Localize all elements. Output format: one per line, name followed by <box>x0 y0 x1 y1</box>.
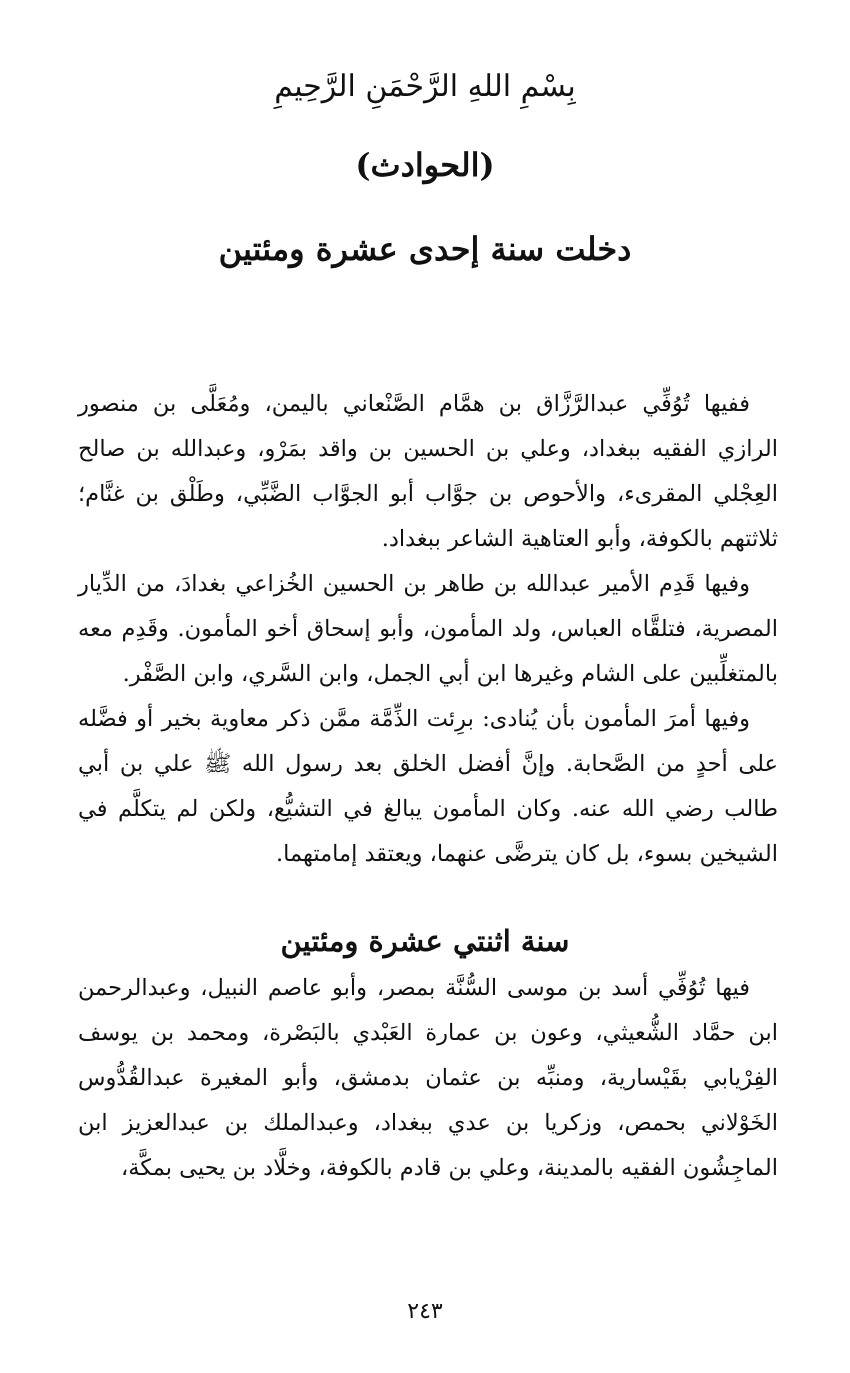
paragraph-mamun-decree: وفيها أمرَ المأمون بأن يُنادى: برِئت الذِّمَّة ممَّن ذكر معاوية بخير أو فضَّله على أحدٍ من الصَّحابة. وإنَّ أفضل الخلق بعد رسول الله ﷺ علي بن أبي طالب رضي الله عنه. وكان المأمون يبالغ في التشيُّع، ولكن لم يتكلَّم في الشيخين بسوء، بل كان يترضَّى عنهما، ويعتقد إمامتهما. <box>78 706 778 867</box>
section-title: (الحوادث) <box>355 146 495 184</box>
page-number: ٢٤٣ <box>407 1299 443 1324</box>
year-211-body <box>78 382 778 877</box>
paragraph-deaths-211: ففيها تُوُفِّي عبدالرَّزَّاق بن همَّام الصَّنْعاني باليمن، ومُعَلَّى بن منصور الرازي الفقيه ببغداد، وعلي بن الحسين بن واقد بمَرْو، وعبدالله بن صالح العِجْلي المقرىء، والأحوص بن جوَّاب أبو الجوَّاب الضَّبِّي، وطَلْق بن غنَّام؛ ثلاثتهم بالكوفة، وأبو العتاهية الشاعر ببغداد. <box>78 391 778 552</box>
year-heading-211: دخلت سنة إحدى عشرة ومئتين <box>218 230 632 268</box>
paragraph-deaths-212: فيها تُوُفِّي أسد بن موسى السُّنَّة بمصر، وأبو عاصم النبيل، وعبدالرحمن ابن حمَّاد الشُّعيثي، وعون بن عمارة العَبْدي بالبَصْرة، ومحمد بن يوسف الفِرْيابي بقَيْسارية، ومنبِّه بن عثمان بدمشق، وأبو المغيرة عبدالقُدُّوس الخَوْلاني بحمص، وزكريا بن عدي ببغداد، وعبدالملك بن عبدالعزيز ابن الماجِشُون الفقيه بالمدينة، وعلي بن قادم بالكوفة، وخلَّاد بن يحيى بمكَّة، <box>78 975 778 1181</box>
basmala-heading: بِسْمِ اللهِ الرَّحْمَنِ الرَّحِيمِ <box>274 69 576 104</box>
year-212-body <box>78 966 778 1191</box>
year-heading-212: سنة اثنتي عشرة ومئتين <box>280 924 570 958</box>
paragraph-arrival-abdallah: وفيها قَدِم الأمير عبدالله بن طاهر بن الحسين الخُزاعي بغدادَ، من الدِّيار المصرية، فتلقَّاه العباس، ولد المأمون، وأبو إسحاق أخو المأمون. وقَدِم معه بالمتغلِّبين على الشام وغيرها ابن أبي الجمل، وابن السَّري، وابن الصَّفْر. <box>78 571 778 687</box>
